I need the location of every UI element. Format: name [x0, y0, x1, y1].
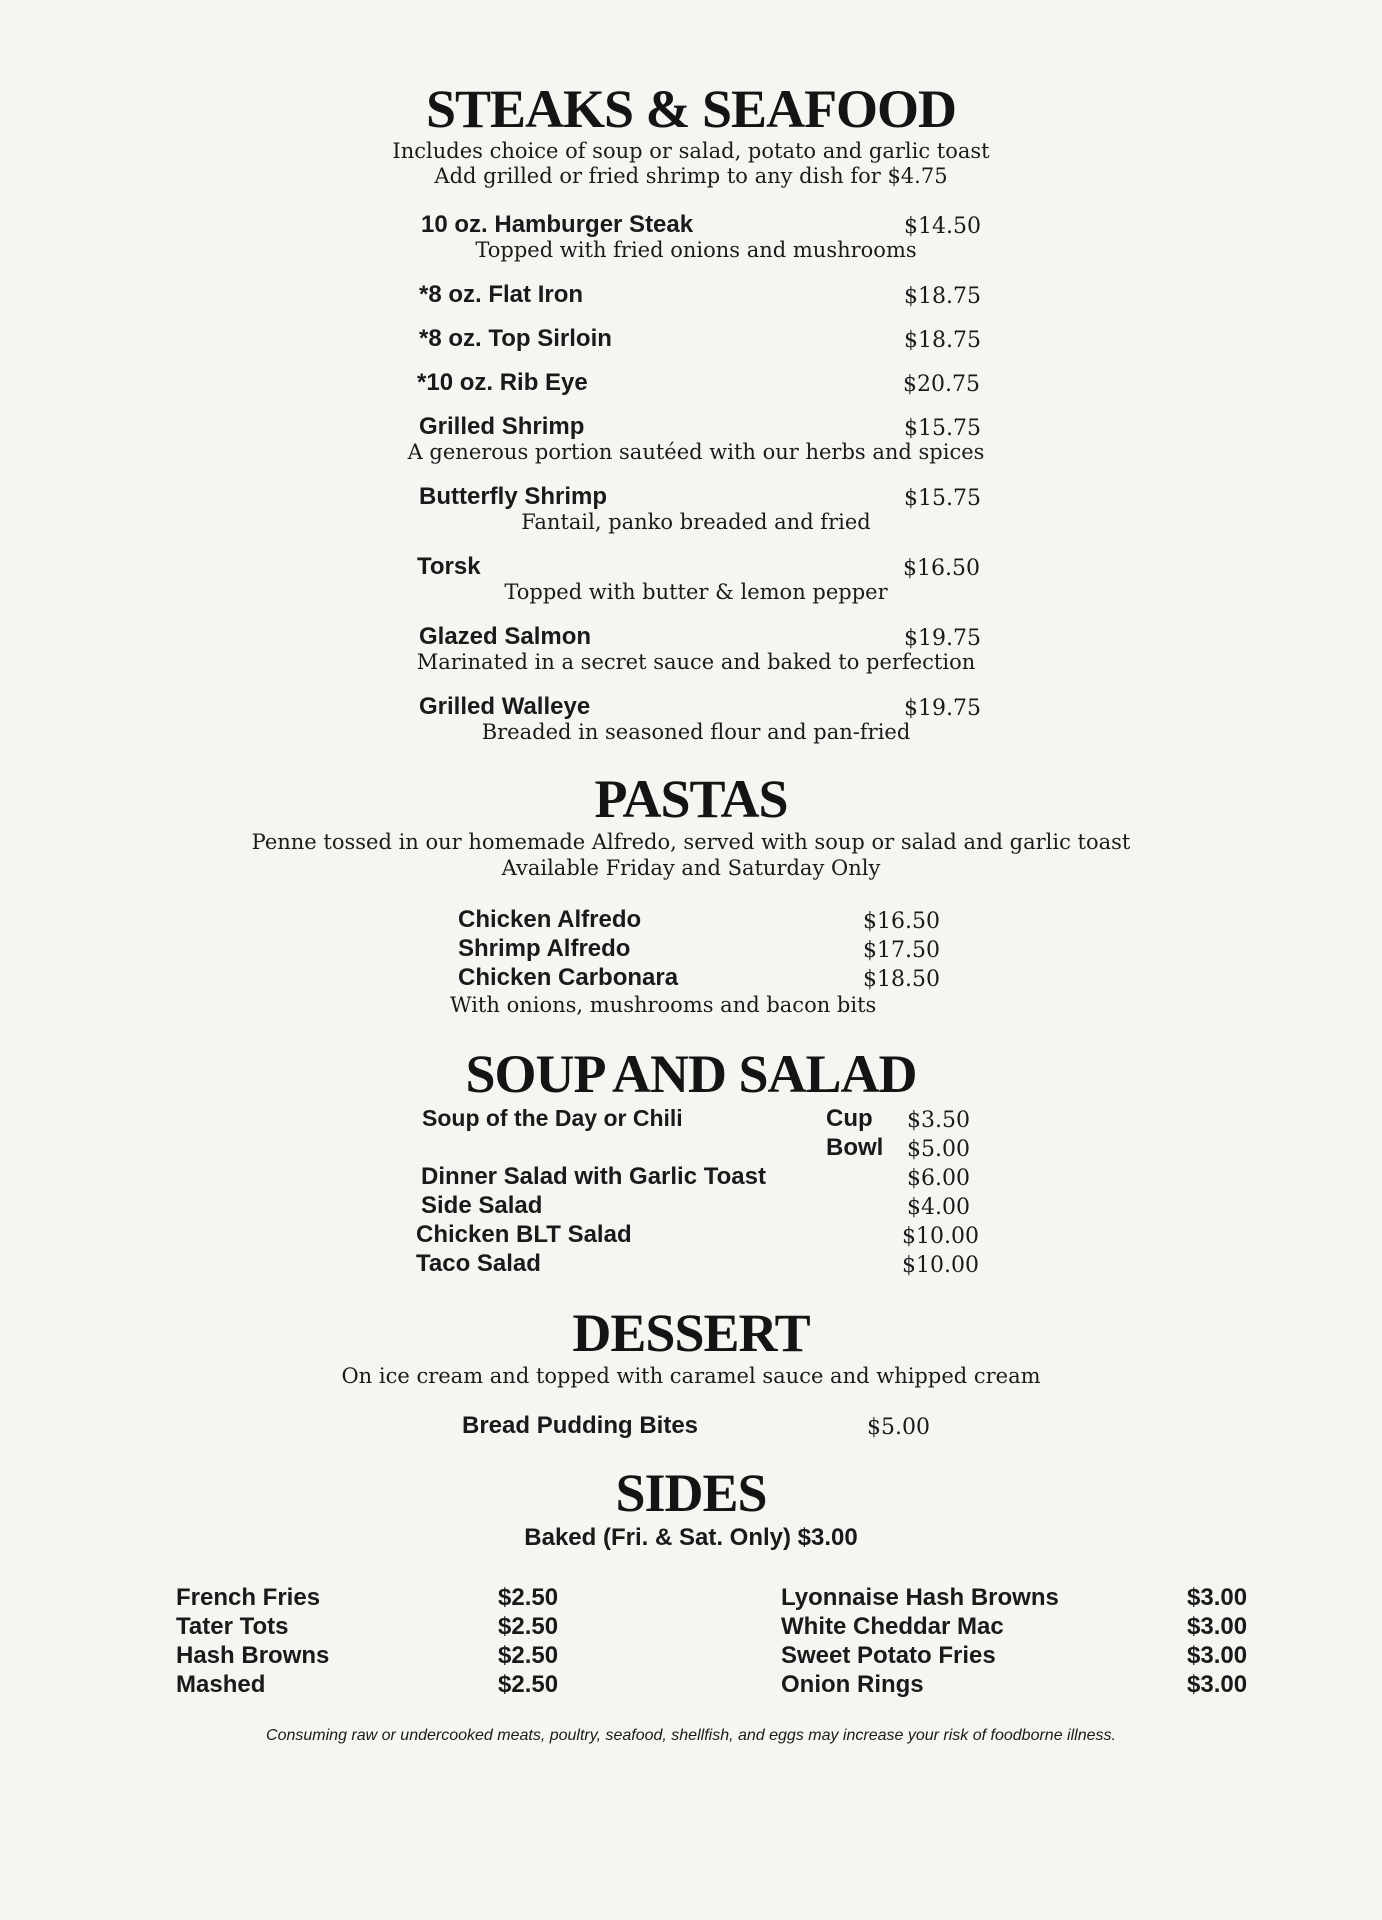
side-item-price: $3.00	[1187, 1613, 1248, 1640]
menu-item-price: $19.75	[904, 696, 981, 721]
menu-item-description: Topped with fried onions and mushrooms	[475, 238, 917, 262]
menu-item-price: $6.00	[907, 1166, 970, 1191]
pastas-heading: PASTAS	[594, 769, 788, 829]
menu-item-price: $16.50	[863, 909, 940, 934]
menu-item-name: Chicken Carbonara	[458, 964, 679, 991]
menu-item-name: Chicken Alfredo	[458, 906, 642, 933]
menu-item-description: A generous portion sautéed with our herbs and spices	[407, 440, 985, 464]
pastas-intro-line-1: Penne tossed in our homemade Alfredo, served with soup or salad and garlic toast	[251, 830, 1131, 854]
menu-item-name: *8 oz. Flat Iron	[419, 281, 584, 308]
side-item-price: $2.50	[498, 1642, 559, 1669]
menu-item-description: Topped with butter & lemon pepper	[504, 580, 888, 604]
menu-item-price: $18.75	[904, 284, 981, 309]
menu-item-name: Shrimp Alfredo	[458, 935, 631, 962]
side-item-name: White Cheddar Mac	[781, 1613, 1004, 1640]
menu-item-name: *10 oz. Rib Eye	[417, 369, 588, 396]
steaks-intro-line-2: Add grilled or fried shrimp to any dish for $4.75	[434, 164, 948, 188]
dessert-heading: DESSERT	[572, 1303, 810, 1363]
menu-item-price: $19.75	[904, 626, 981, 651]
menu-item-price: $10.00	[902, 1224, 979, 1249]
menu-item-description: Fantail, panko breaded and fried	[521, 510, 871, 534]
side-item-price: $2.50	[498, 1584, 559, 1611]
sides-heading: SIDES	[615, 1463, 767, 1523]
side-item-price: $2.50	[498, 1671, 559, 1698]
steaks-intro-line-1: Includes choice of soup or salad, potato and garlic toast	[392, 139, 990, 163]
menu-item-description: Breaded in seasoned flour and pan-fried	[481, 720, 911, 744]
menu-item-name: Grilled Shrimp	[419, 413, 585, 440]
pastas-intro-line-2: Available Friday and Saturday Only	[501, 856, 881, 880]
menu-item-price: $20.75	[903, 372, 980, 397]
menu-item-name: Taco Salad	[416, 1250, 541, 1277]
side-item-name: Hash Browns	[176, 1642, 330, 1669]
side-item-price: $3.00	[1187, 1584, 1248, 1611]
side-item-name: Onion Rings	[781, 1671, 924, 1698]
menu-item-price: $14.50	[904, 214, 981, 239]
side-item-name: Mashed	[176, 1671, 266, 1698]
menu-item-name: Bread Pudding Bites	[462, 1412, 699, 1439]
menu-item-name: 10 oz. Hamburger Steak	[421, 211, 694, 238]
menu-item-name: Grilled Walleye	[419, 693, 591, 720]
menu-item-price: $5.00	[867, 1415, 930, 1440]
menu-item-name: Side Salad	[421, 1192, 543, 1219]
menu-item-name: Soup of the Day or Chili	[422, 1105, 683, 1131]
steaks-seafood-heading: STEAKS & SEAFOOD	[425, 79, 957, 139]
menu-item-price: $3.50	[907, 1108, 970, 1133]
soup-size-label: Bowl	[826, 1134, 884, 1161]
side-item-price: $3.00	[1187, 1671, 1248, 1698]
menu-item-price: $15.75	[904, 486, 981, 511]
side-item-name: Sweet Potato Fries	[781, 1642, 996, 1669]
dessert-intro: On ice cream and topped with caramel sauce and whipped cream	[341, 1364, 1041, 1388]
menu-item-name: Chicken BLT Salad	[416, 1221, 632, 1248]
soup-size-label: Cup	[826, 1105, 873, 1132]
menu-item-description: Marinated in a secret sauce and baked to perfection	[416, 650, 976, 674]
side-item-name: Lyonnaise Hash Browns	[781, 1584, 1059, 1611]
side-item-price: $3.00	[1187, 1642, 1248, 1669]
menu-item-name: Glazed Salmon	[419, 623, 592, 650]
side-item-name: Tater Tots	[176, 1613, 289, 1640]
menu-item-description: With onions, mushrooms and bacon bits	[450, 993, 877, 1017]
baked-potato-note: Baked (Fri. & Sat. Only) $3.00	[524, 1524, 858, 1551]
menu-item-name: Butterfly Shrimp	[419, 483, 608, 510]
menu-item-price: $18.75	[904, 328, 981, 353]
menu-item-price: $16.50	[903, 556, 980, 581]
menu-item-price: $4.00	[907, 1195, 970, 1220]
side-item-name: French Fries	[176, 1584, 321, 1611]
menu-item-price: $18.50	[863, 967, 940, 992]
menu-item-price: $17.50	[863, 938, 940, 963]
side-item-price: $2.50	[498, 1613, 559, 1640]
menu-item-name: *8 oz. Top Sirloin	[419, 325, 612, 352]
menu-item-price: $5.00	[907, 1137, 970, 1162]
menu-item-price: $10.00	[902, 1253, 979, 1278]
menu-item-name: Torsk	[417, 553, 481, 580]
food-safety-disclaimer: Consuming raw or undercooked meats, poultry, seafood, shellfish, and eggs may increase your risk of foodborne illness.	[266, 1727, 1116, 1744]
menu-item-name: Dinner Salad with Garlic Toast	[421, 1163, 766, 1190]
soup-salad-heading: SOUP AND SALAD	[465, 1044, 917, 1104]
menu-item-price: $15.75	[904, 416, 981, 441]
